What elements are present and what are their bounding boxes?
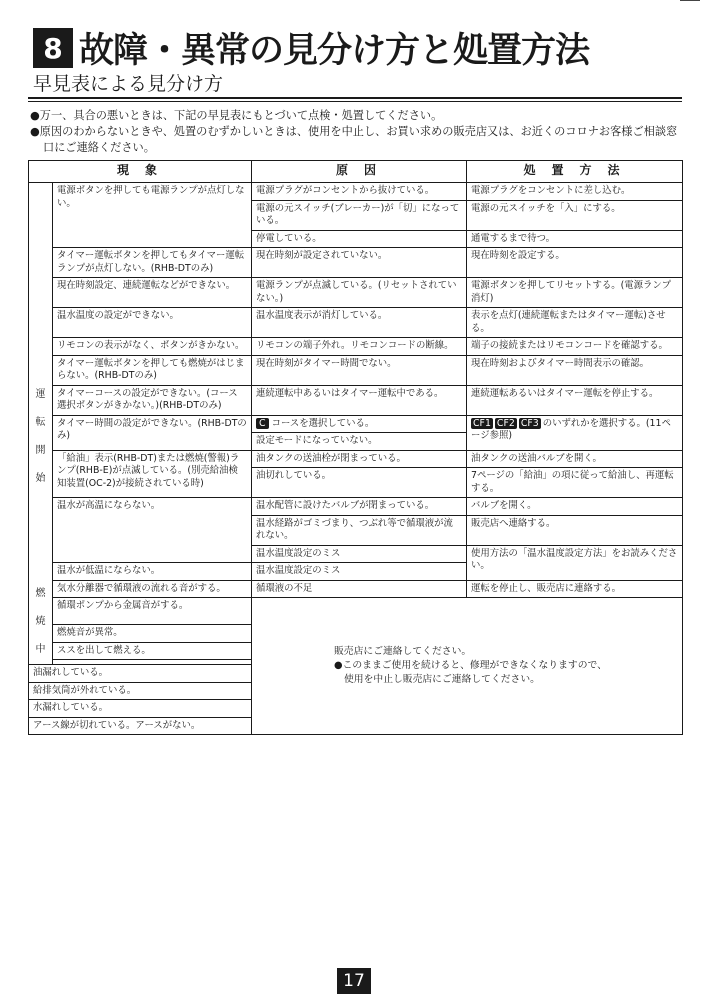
category-combustion-char: 焼 — [35, 616, 46, 627]
page-title: 故障・異常の見分け方と処置方法 — [79, 31, 590, 71]
symptom-cell: 水漏れしている。 — [29, 700, 252, 718]
table-row — [29, 308, 683, 338]
cause-cell: 連続運転中あるいはタイマー運転中である。 — [252, 385, 467, 415]
symptom-cell: アース線が切れている。アースがない。 — [29, 717, 252, 735]
table-row — [29, 338, 683, 356]
remedy-cell: 現在時刻およびタイマー時間表示の確認。 — [467, 355, 683, 385]
remedy-cell: 油タンクの送油バルブを開く。 — [467, 450, 683, 468]
cause-cell: 温水温度設定のミス — [252, 545, 467, 563]
table-row — [29, 450, 683, 468]
subtitle: 早見表による見分け方 — [33, 73, 224, 95]
contact-line-2: ●このままご使用を続けると、修理ができなくなりますので、 — [334, 660, 607, 671]
category-running — [29, 183, 53, 581]
symptom-cell: リモコンの表示がなく、ボタンがきかない。 — [53, 338, 252, 356]
category-combustion-char: 中 — [35, 644, 46, 655]
remedy-cell: 電源ボタンを押してリセットする。(電源ランプ消灯) — [467, 278, 683, 308]
symptom-cell: 現在時刻設定、連続運転などができない。 — [53, 278, 252, 308]
cause-cell: 現在時刻が設定されていない。 — [252, 248, 467, 278]
table-row — [29, 598, 683, 625]
cause-cell: 循環液の不足 — [252, 580, 467, 598]
cause-cell: 温水温度設定のミス — [252, 563, 467, 581]
remedy-cell: 使用方法の「温水温度設定方法」をお読みください。 — [467, 545, 683, 580]
symptom-cell: タイマーコースの設定ができない。(コース選択ボタンがきかない。)(RHB-DTのみ) — [53, 385, 252, 415]
header-cause: 原因 — [252, 161, 467, 183]
table-row — [29, 248, 683, 278]
remedy-cell: 端子の接続またはリモコンコードを確認する。 — [467, 338, 683, 356]
cause-cell: 油タンクの送油栓が閉まっている。 — [252, 450, 467, 468]
remedy-cell: 通電するまで待つ。 — [467, 230, 683, 248]
category-running-char: 運 — [35, 388, 46, 400]
cause-cell: 電源ランプが点滅している。(リセットされていない。) — [252, 278, 467, 308]
symptom-cell: 温水が低温にならない。 — [53, 563, 252, 581]
symptom-cell: タイマー時間の設定ができない。(RHB-DTのみ) — [53, 415, 252, 450]
cause-cell: C コースを選択している。 — [252, 415, 467, 433]
note-2: ● 原因のわからないときや、処置のむずかしいときは、使用を中止し、お買い求めの販売店又は、お近くのコロナお客様ご相談窓口にご連絡ください。 — [30, 124, 685, 156]
symptom-cell: 気水分離器で循環液の流れる音がする。 — [53, 580, 252, 598]
cause-cell: 温水配管に設けたバルブが閉まっている。 — [252, 498, 467, 516]
symptom-cell: 温水温度の設定ができない。 — [53, 308, 252, 338]
category-combustion-char: 燃 — [35, 588, 46, 599]
table-row — [29, 183, 683, 201]
category-combustion — [29, 580, 53, 665]
course-badge: CF2 — [496, 417, 515, 429]
cause-cell: 停電している。 — [252, 230, 467, 248]
title-bar — [33, 24, 680, 72]
symptom-cell: 油漏れしている。 — [29, 665, 252, 683]
remedy-cell: 電源プラグをコンセントに差し込む。 — [467, 183, 683, 201]
course-badge: CF1 — [473, 417, 491, 429]
divider-thin — [28, 101, 682, 102]
symptom-cell: 循環ポンプから金属音がする。 — [53, 598, 252, 625]
course-badge: CF3 — [520, 417, 539, 429]
cause-cell: 現在時刻がタイマー時間でない。 — [252, 355, 467, 385]
cause-cell: 電源プラグがコンセントから抜けている。 — [252, 183, 467, 201]
category-running-char: 開 — [35, 444, 46, 456]
table-row — [29, 415, 683, 433]
table-header-row — [29, 161, 683, 183]
symptom-cell: タイマー運転ボタンを押しても燃焼がはじまらない。(RHB-DTのみ) — [53, 355, 252, 385]
corner-mark — [680, 0, 700, 1]
table-row — [29, 355, 683, 385]
contact-message-cell — [252, 598, 683, 735]
table-row — [29, 580, 683, 598]
course-badge: C — [256, 418, 269, 429]
cause-cell: 温水温度表示が消灯している。 — [252, 308, 467, 338]
remedy-cell: 現在時刻を設定する。 — [467, 248, 683, 278]
cause-cell: 温水経路がゴミづまり、つぶれ等で循環液が流れない。 — [252, 515, 467, 545]
cause-cell: リモコンの端子外れ。リモコンコードの断線。 — [252, 338, 467, 356]
category-running-char: 転 — [35, 416, 46, 428]
remedy-cell: 電源の元スイッチを「入」にする。 — [467, 200, 683, 230]
page-number: 17 — [337, 968, 371, 994]
notes — [30, 108, 685, 156]
troubleshooting-table — [28, 160, 683, 735]
contact-line-1: 販売店にご連絡してください。 — [334, 646, 472, 657]
header-remedy: 処置方法 — [467, 161, 683, 183]
symptom-cell: 燃焼音が異常。 — [53, 625, 252, 643]
category-running-char: 始 — [35, 472, 46, 484]
remedy-cell: 7ページの「給油」の項に従って給油し、再運転する。 — [467, 468, 683, 498]
symptom-cell: 温水が高温にならない。 — [53, 498, 252, 563]
cause-cell: 設定モードになっていない。 — [252, 433, 467, 451]
remedy-cell: 連続運転あるいはタイマー運転を停止する。 — [467, 385, 683, 415]
symptom-cell: 電源ボタンを押しても電源ランプが点灯しない。 — [53, 183, 252, 248]
section-number-badge: 8 — [33, 28, 73, 68]
table-row — [29, 278, 683, 308]
remedy-cell: 表示を点灯(連続運転またはタイマー運転)させる。 — [467, 308, 683, 338]
cause-cell: 電源の元スイッチ(ブレーカー)が「切」になっている。 — [252, 200, 467, 230]
symptom-cell: 給排気筒が外れている。 — [29, 682, 252, 700]
symptom-cell: ススを出して燃える。 — [53, 642, 252, 660]
cause-cell: 油切れしている。 — [252, 468, 467, 498]
header-symptom: 現象 — [29, 161, 252, 183]
table-row — [29, 385, 683, 415]
symptom-cell: 「給油」表示(RHB-DT)または燃焼(警報)ランプ(RHB-E)が点滅している。(別売給油検知装置(OC-2)が接続されている時) — [53, 450, 252, 498]
remedy-cell: CF1 CF2 CF3 のいずれかを選択する。(11ページ参照) — [467, 415, 683, 450]
remedy-cell: 運転を停止し、販売店に連絡する。 — [467, 580, 683, 598]
contact-line-3: 使用を中止し販売店にご連絡してください。 — [344, 674, 540, 685]
symptom-cell: タイマー運転ボタンを押してもタイマー運転ランプが点灯しない。(RHB-DTのみ) — [53, 248, 252, 278]
table-row — [29, 498, 683, 516]
remedy-cell: 販売店へ連絡する。 — [467, 515, 683, 545]
note-1: ● 万一、具合の悪いときは、下記の早見表にもとづいて点検・処置してください。 — [30, 108, 685, 124]
divider-thick — [28, 97, 682, 99]
remedy-cell: バルブを開く。 — [467, 498, 683, 516]
